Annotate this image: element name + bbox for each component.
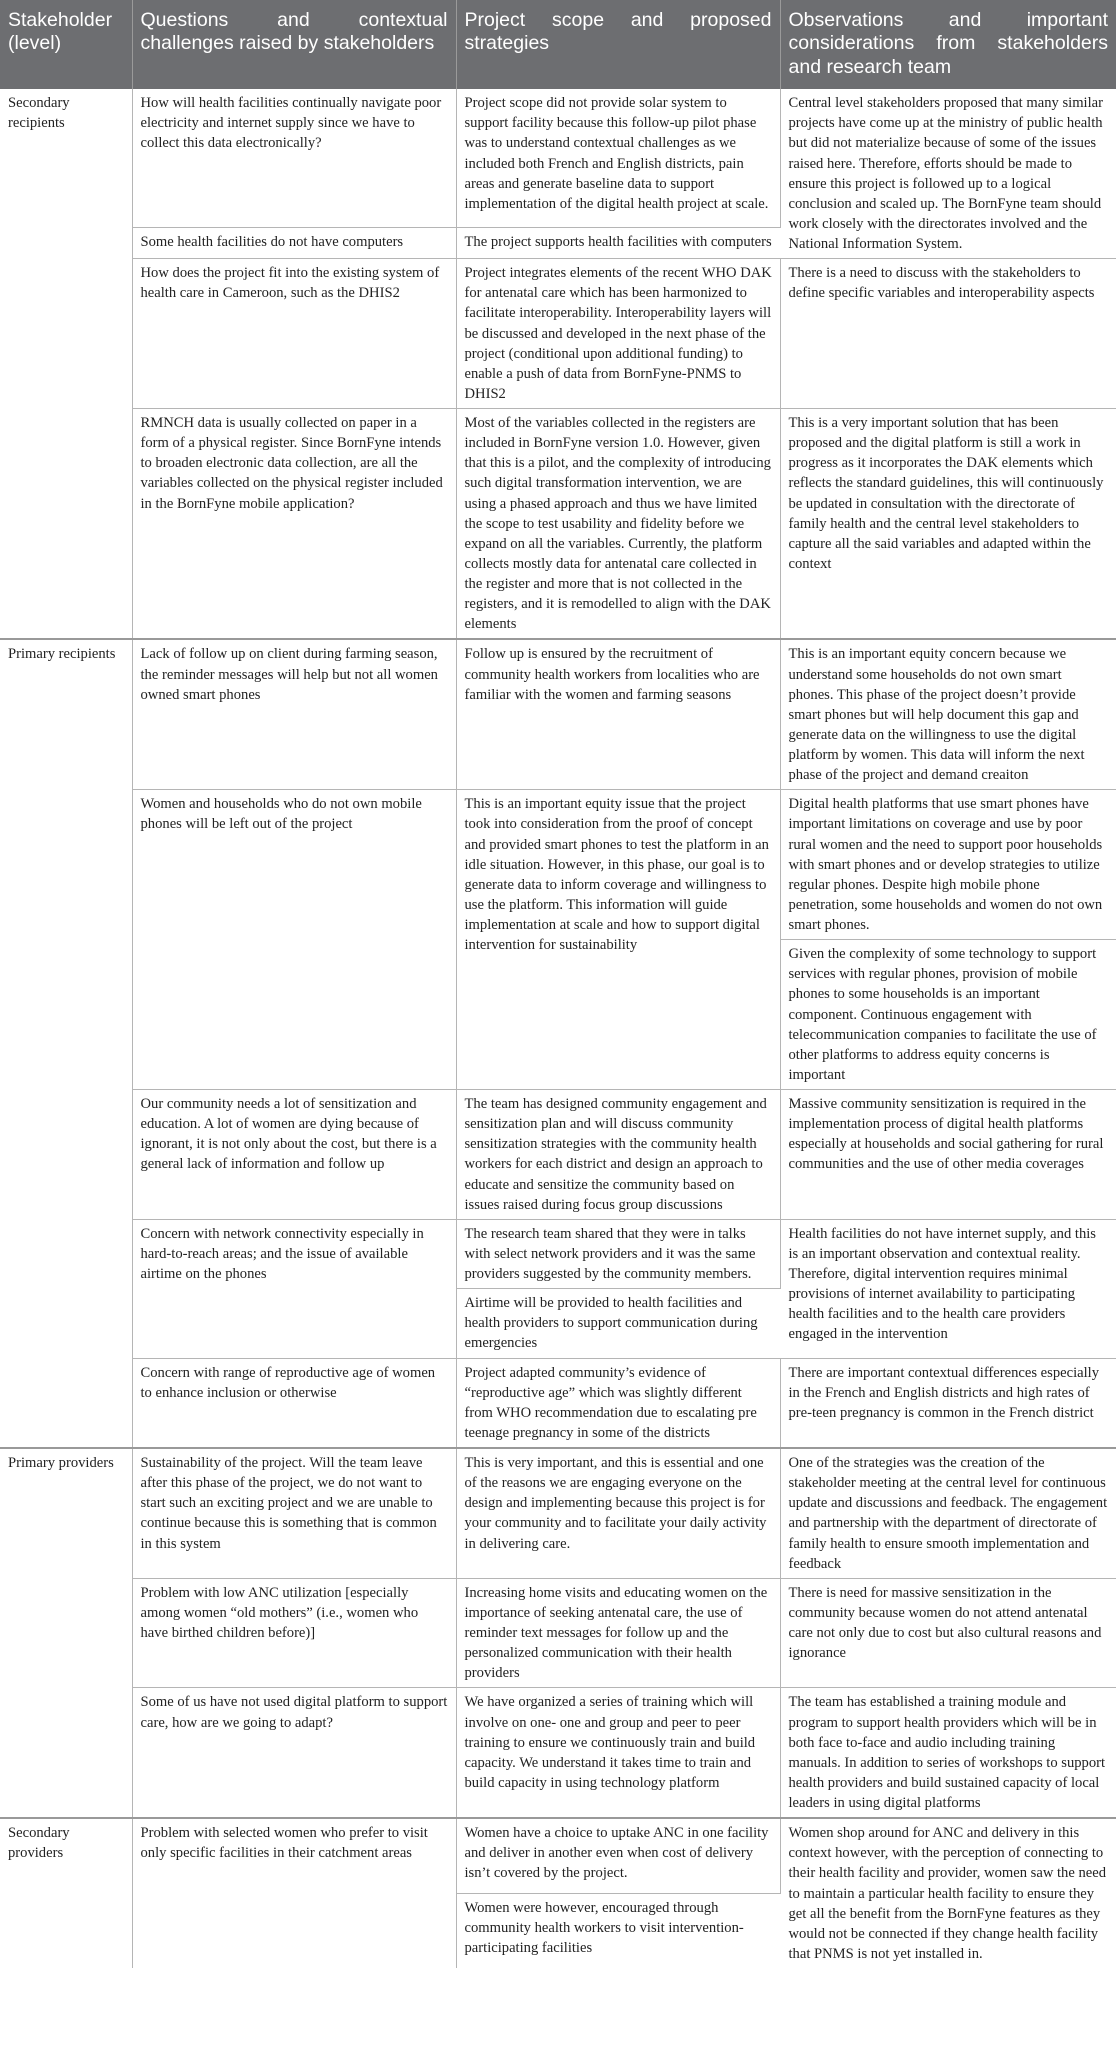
observation-cell: There is need for massive sensitization in the community because women do not attend antenatal care not only due to cost but also cultural reasons and ignorance (780, 1578, 1116, 1688)
question-cell: Problem with selected women who prefer to visit only specific facilities in their catchment areas (132, 1818, 456, 1968)
scope-cell: Project adapted community’s evidence of “reproductive age” which was slightly different from WHO recommendation due to escalating pre teenage pregnancy in some of the districts (456, 1358, 780, 1448)
scope-cell: Follow up is ensured by the recruitment of community health workers from localities who are familiar with the women and farming seasons (456, 639, 780, 789)
header-stakeholder: Stakeholder (level) (0, 0, 132, 89)
question-cell: Sustainability of the project. Will the team leave after this phase of the project, we do not want to start such an exciting project and we are unable to continue because this is something that is common in this system (132, 1448, 456, 1578)
header-scope: Project scope and proposed strategies (456, 0, 780, 89)
table-row (0, 1578, 1116, 1688)
header-questions: Questions and contextual challenges raised by stakeholders (132, 0, 456, 89)
question-cell: Some of us have not used digital platform to support care, how are we going to adapt? (132, 1688, 456, 1818)
table-row (0, 1090, 1116, 1220)
scope-cell: The research team shared that they were in talks with select network providers and it was the same providers suggested by the community members. (456, 1219, 780, 1288)
scope-cell: Project scope did not provide solar system to support facility because this follow-up pilot phase was to understand contextual challenges as we included both French and English districts, pain areas and generate baseline data to support implementation of the digital health project at scale. (456, 89, 780, 227)
observation-cell: There are important contextual differences especially in the French and English districts and high rates of pre-teen pregnancy is common in the French district (780, 1358, 1116, 1448)
question-cell: Some health facilities do not have computers (132, 228, 456, 259)
observation-cell: Central level stakeholders proposed that many similar projects have come up at the ministry of public health but did not materialize because of some of the issues raised here. Therefore, efforts should be made to ensure this project is followed up to a logical conclusion and scaled up. The BornFyne team should work closely with the directorates involved and the National Information System. (788, 95, 1103, 253)
observation-cell: Women shop around for ANC and delivery in this context however, with the perception of connecting to their health facility and provider, women saw the need to maintain a particular health facility to ensure they get all the benefit from the BornFyne features as they would not be connected if they change health facility that PNMS is not yet installed in. (780, 1818, 1116, 1968)
table-row (0, 89, 1116, 227)
scope-cell: This is very important, and this is essential and one of the reasons we are engaging everyone on the design and implementing because this project is for your community and to facilitate your daily activity in delivering care. (456, 1448, 780, 1578)
observation-cell: Massive community sensitization is required in the implementation process of digital health platforms especially at households and social gathering for rural communities and the use of other media coverages (780, 1090, 1116, 1220)
table-row (0, 1358, 1116, 1448)
table-row (0, 790, 1116, 940)
header-observations: Observations and important considerations from stakeholders and research team (780, 0, 1116, 89)
question-cell: Concern with range of reproductive age of women to enhance inclusion or otherwise (132, 1358, 456, 1448)
scope-cell: This is an important equity issue that the project took into consideration from the proof of concept and provided smart phones to test the platform in an idle situation. However, in this phase, our goal is to generate data to inform coverage and willingness to use the platform. This information will guide implementation at scale and how to support digital intervention for sustainability (456, 790, 780, 1090)
observation-cell: The team has established a training module and program to support health providers which will be in both face to-face and audio including training manuals. In addition to series of workshops to support health providers and build sustained capacity of local leaders in using digital platforms (780, 1688, 1116, 1818)
question-cell: RMNCH data is usually collected on paper in a form of a physical register. Since BornFyne intends to broaden electronic data collection, are all the variables collected on the physical register included in the BornFyne mobile application? (132, 409, 456, 640)
scope-cell: Airtime will be provided to health facilities and health providers to support communication during emergencies (456, 1289, 780, 1358)
table-row (0, 1219, 1116, 1288)
scope-cell: We have organized a series of training which will involve on one- one and group and peer to peer training to ensure we continuously train and build capacity. We understand it takes time to train and build capacity in using technology platform (456, 1688, 780, 1818)
scope-cell: The team has designed community engagement and sensitization plan and will discuss community sensitization strategies with the community health workers for each district and design an approach to educate and sensitize the community based on issues raised during focus group discussions (456, 1090, 780, 1220)
stakeholder-cell: Primary recipients (0, 639, 132, 1448)
question-cell: Concern with network connectivity especially in hard-to-reach areas; and the issue of available airtime on the phones (132, 1219, 456, 1358)
scope-cell: Project integrates elements of the recent WHO DAK for antenatal care which has been harmonized to facilitate interoperability. Interoperability layers will be discussed and developed in the next phase of the project (conditional upon additional funding) to enable a push of data from BornFyne-PNMS to DHIS2 (456, 259, 780, 409)
table-row (0, 639, 1116, 789)
observation-cell: Health facilities do not have internet supply, and this is an important observation and contextual reality. Therefore, digital intervention requires minimal provisions of internet availability to participating health facilities and to the health care providers engaged in the intervention (780, 1219, 1116, 1358)
observation-cell: One of the strategies was the creation of the stakeholder meeting at the central level for continuous update and discussions and feedback. The engagement and partnership with the department of directorate of family health to ensure smooth implementation and feedback (780, 1448, 1116, 1578)
observation-cell: Given the complexity of some technology to support services with regular phones, provision of mobile phones to some households is an important component. Continuous engagement with telecommunication companies to facilitate the use of other platforms to address equity concerns is important (780, 940, 1116, 1090)
question-cell: Our community needs a lot of sensitization and education. A lot of women are dying because of ignorant, it is not only about the cost, but there is a general lack of information and follow up (132, 1090, 456, 1220)
observation-cell: Digital health platforms that use smart phones have important limitations on coverage and use by poor rural women and the need to support poor households with smart phones and or develop strategies to utilize regular phones. Despite high mobile phone penetration, some households and women do not own smart phones. (780, 790, 1116, 940)
observation-cell: This is an important equity concern because we understand some households do not own smart phones. This phase of the project doesn’t provide smart phones but will help document this gap and generate data on the willingness to use the digital platform by women. This data will inform the next phase of the project and demand creaiton (780, 639, 1116, 789)
scope-cell: Most of the variables collected in the registers are included in BornFyne version 1.0. However, given that this is a pilot, and the complexity of introducing such digital transformation intervention, we are using a phased approach and thus we have limited the scope to test usability and fidelity before we expand on all the variables. Currently, the platform collects mostly data for antenatal care collected in the register and more that is not collected in the registers, and it is remodelled to align with the DAK elements (456, 409, 780, 640)
header-row (0, 0, 1116, 89)
observation-cell: This is a very important solution that has been proposed and the digital platform is still a work in progress as it incorporates the DAK elements which reflects the standard guidelines, this will continuously be updated in consultation with the directorate of family health and the central level stakeholders to capture all the said variables and adapted within the context (780, 409, 1116, 640)
scope-cell: The project supports health facilities with computers (456, 228, 780, 259)
question-cell: Lack of follow up on client during farming season, the reminder messages will help but not all women owned smart phones (132, 639, 456, 789)
observation-cell: There is a need to discuss with the stakeholders to define specific variables and interoperability aspects (780, 259, 1116, 409)
table-row (0, 1688, 1116, 1818)
question-cell: Problem with low ANC utilization [especially among women “old mothers” (i.e., women who have birthed children before)] (132, 1578, 456, 1688)
stakeholder-cell: Primary providers (0, 1448, 132, 1818)
table-row (0, 1448, 1116, 1578)
table-row (0, 1818, 1116, 1893)
stakeholder-cell: Secondary recipients (0, 89, 132, 639)
question-cell: How will health facilities continually navigate poor electricity and internet supply since we have to collect this data electronically? (132, 89, 456, 227)
question-cell: Women and households who do not own mobile phones will be left out of the project (132, 790, 456, 1090)
scope-cell: Women have a choice to uptake ANC in one facility and deliver in another even when cost of delivery isn’t covered by the project. (456, 1818, 780, 1893)
table-row (0, 259, 1116, 409)
table-row (0, 409, 1116, 640)
scope-cell: Women were however, encouraged through community health workers to visit intervention-participating facilities (456, 1894, 780, 1968)
scope-cell: Increasing home visits and educating women on the importance of seeking antenatal care, the use of reminder text messages for follow up and the personalized communication with their health providers (456, 1578, 780, 1688)
question-cell: How does the project fit into the existing system of health care in Cameroon, such as the DHIS2 (132, 259, 456, 409)
stakeholder-cell: Secondary providers (0, 1818, 132, 1968)
